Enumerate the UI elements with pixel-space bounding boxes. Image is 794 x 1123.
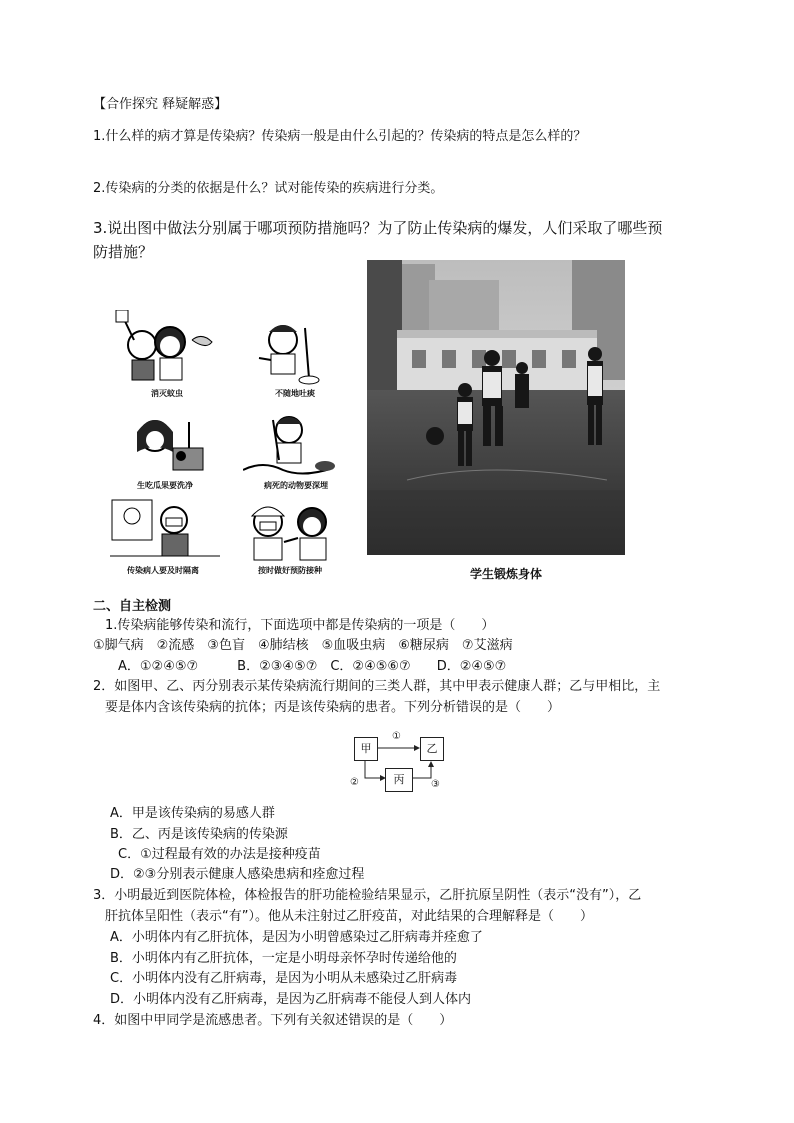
cartoon-vaccination-image: [240, 498, 345, 564]
cartoon-caption-3: 生吃瓜果要洗净: [137, 481, 193, 490]
diagram-label-1: ①: [392, 731, 401, 742]
test-q3-option-b: B．小明体内有乙肝抗体，一定是小明母亲怀孕时传递给他的: [110, 951, 457, 966]
students-exercising-photo: [367, 260, 625, 555]
test-q2-stem-line2: 要是体内含该传染病的抗体；丙是该传染病的患者。下列分析错误的是（ ）: [105, 700, 561, 715]
cartoon-no-spitting-image: [245, 318, 345, 386]
cartoon-kill-mosquitoes-image: [112, 310, 222, 385]
diagram-label-3: ③: [431, 779, 440, 790]
test-q3-stem-line1: 3．小明最近到医院体检，体检报告的肝功能检验结果显示，乙肝抗原呈阴性（表示“没有”），乙: [93, 888, 642, 903]
cartoon-isolate-patients-image: [110, 496, 220, 566]
cartoon-caption-5: 传染病人要及时隔离: [127, 566, 199, 575]
question-1: 1.什么样的病才算是传染病？传染病一般是由什么引起的？传染病的特点是怎么样的？: [93, 129, 587, 144]
test-q1-stem: 1.传染病能够传染和流行，下面选项中都是传染病的一项是（ ）: [105, 618, 495, 633]
test-q3-stem-line2: 肝抗体呈阳性（表示“有”）。他从未注射过乙肝疫苗，对此结果的合理解释是（ ）: [105, 909, 593, 924]
diagram-node-yi: 乙: [420, 737, 444, 761]
section-heading-cooperate: 【合作探究 释疑解惑】: [93, 97, 228, 112]
test-q3-option-c: C．小明体内没有乙肝病毒，是因为小明从未感染过乙肝病毒: [110, 971, 458, 986]
diagram-label-2: ②: [350, 777, 359, 788]
cartoon-caption-6: 按时做好预防接种: [258, 566, 322, 575]
photo-caption: 学生锻炼身体: [470, 567, 543, 581]
cartoon-caption-1: 消灭蚊虫: [151, 389, 183, 398]
test-q4-stem: 4．如图中甲同学是流感患者。下列有关叙述错误的是（ ）: [93, 1013, 453, 1028]
test-q2-option-b: B．乙、丙是该传染病的传染源: [110, 827, 288, 842]
test-q1-items: ①脚气病 ②流感 ③色盲 ④肺结核 ⑤血吸虫病 ⑥糖尿病 ⑦艾滋病: [93, 638, 513, 653]
test-q2-stem-line1: 2．如图甲、乙、丙分别表示某传染病流行期间的三类人群，其中甲表示健康人群；乙与甲相比，主: [93, 679, 661, 694]
question-2: 2.传染病的分类的依据是什么？试对能传染的疾病进行分类。: [93, 181, 444, 196]
test-q2-option-d: D．②③分别表示健康人感染患病和痊愈过程: [110, 867, 365, 882]
cartoon-bury-dead-animals-image: [243, 410, 347, 478]
section-heading-self-test: 二、自主检测: [93, 599, 172, 614]
cartoon-caption-2: 不随地吐痰: [275, 389, 315, 398]
cartoon-caption-4: 病死的动物要深埋: [264, 481, 328, 490]
question-3-line1: 3.说出图中做法分别属于哪项预防措施吗？为了防止传染病的爆发，人们采取了哪些预: [93, 219, 663, 237]
test-q1-options: A．①②④⑤⑦ B．②③④⑤⑦ C．②④⑤⑥⑦ D．②④⑤⑦: [118, 659, 507, 674]
cartoon-wash-fruit-image: [115, 408, 215, 478]
diagram-node-bing: 丙: [385, 768, 413, 792]
question-3-line2: 防措施？: [93, 243, 154, 261]
test-q2-option-c: C．①过程最有效的办法是接种疫苗: [118, 847, 321, 862]
test-q3-option-d: D．小明体内没有乙肝病毒，是因为乙肝病毒不能侵人到人体内: [110, 992, 472, 1007]
diagram-node-jia: 甲: [354, 737, 378, 761]
test-q2-option-a: A．甲是该传染病的易感人群: [110, 806, 275, 821]
test-q3-option-a: A．小明体内有乙肝抗体，是因为小明曾感染过乙肝病毒并痊愈了: [110, 930, 483, 945]
